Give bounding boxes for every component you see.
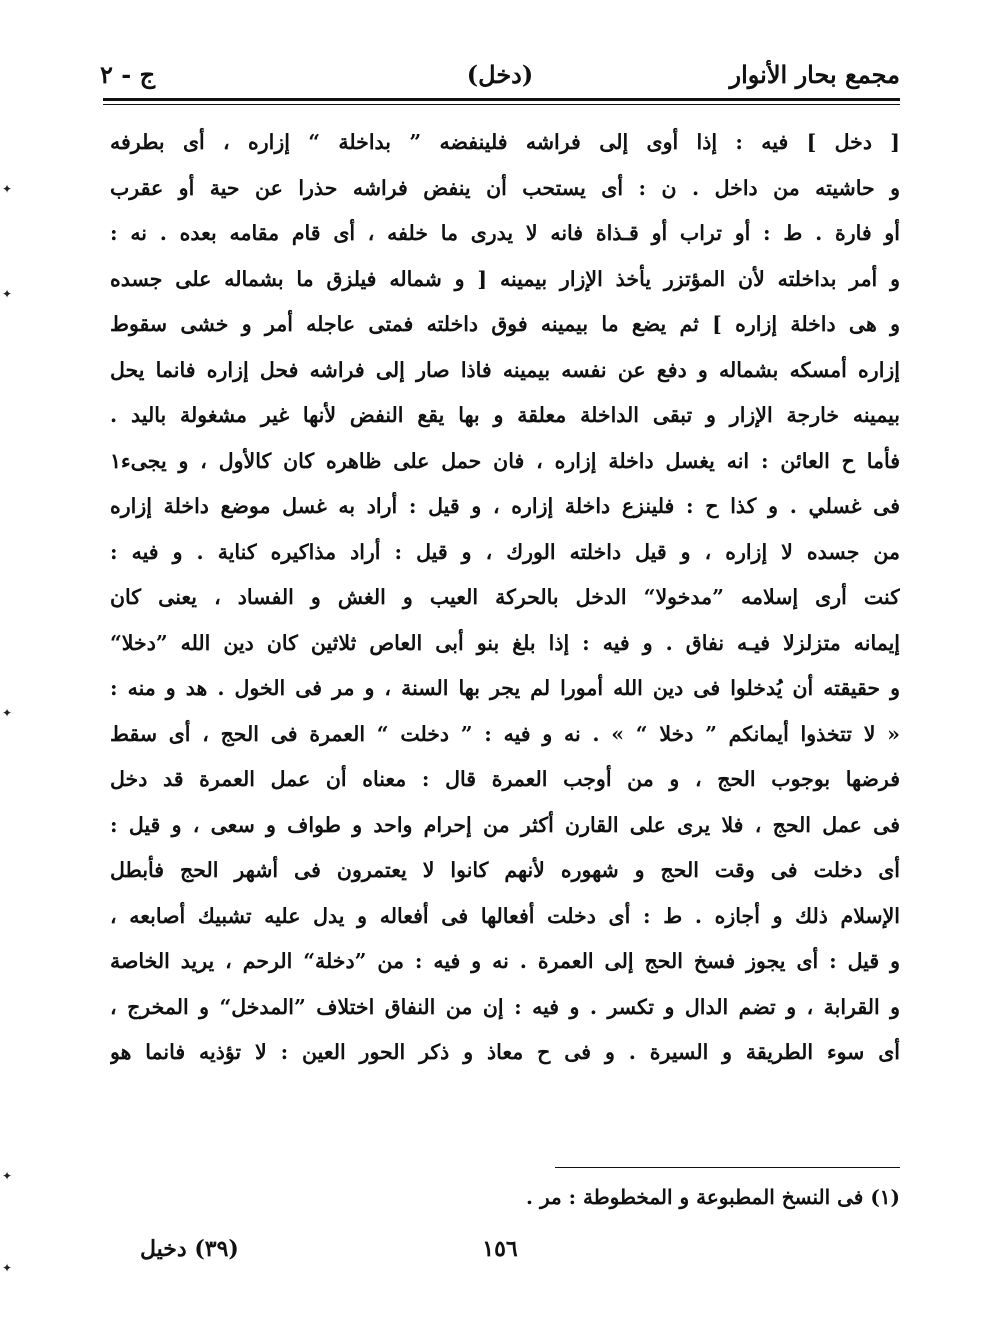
text-line: و أمر بداخلته لأن المؤتزر يأخذ الإزار بيمينه [ و شماله فيلزق ما بشماله على جسده: [110, 266, 900, 291]
text-line: إيمانه متزلزلا فيـه نفاق . و فيه : إذا بلغ بنو أبى العاص ثلاثين كان دين الله ”دخلا“: [110, 630, 900, 655]
margin-mark: ✦: [2, 706, 13, 720]
text-line: فى عمل الحج ، فلا يرى على القارن أكثر من إحرام واحد و طواف و سعى ، و قيل :: [110, 812, 900, 837]
footnote-rule: [555, 1167, 900, 1168]
footnote: (١) فى النسخ المطبوعة و المخطوطة : مر .: [526, 1185, 900, 1209]
text-line: و قيل : أى يجوز فسخ الحج إلى العمرة . نه و فيه : من ”دخلة“ الرحم ، يريد الخاصة: [110, 949, 900, 973]
text-line: [ دخل ] فيه : إذا أوى إلى فراشه فلينفضه ” بداخلة “ إزاره ، أى بطرفه: [110, 130, 900, 154]
margin-mark: ✦: [2, 182, 13, 196]
text-line: و حقيقته أن يُدخلوا فى دين الله أمورا لم يجر بها السنة ، و مر فى الخول . هد و منه :: [110, 676, 900, 700]
text-line: و حاشيته من داخل . ن : أى يستحب أن ينفض فراشه حذرا عن حية أو عقرب: [110, 175, 900, 200]
text-line: و هى داخلة إزاره ] ثم يضع ما بيمينه فوق داخلته فمتى عاجله أمر و خشى سقوط: [110, 312, 900, 336]
text-line: « لا تتخذوا أيمانكم ” دخلا “ » . نه و فيه : ” دخلت “ العمرة فى الحج ، أى سقط: [110, 721, 900, 746]
margin-mark: ✦: [2, 287, 13, 301]
text-line: أو فارة . ط : أو تراب أو قـذاة فانه لا يدرى ما خلفه ، أى قام مقامه بعده . نه :: [110, 221, 900, 245]
margin-mark: ✦: [2, 1261, 13, 1275]
text-line: من جسده لا إزاره ، و قيل داخلته الورك ، و قيل : أراد مذاكيره كناية . و فيه :: [110, 539, 900, 564]
page-header: [100, 58, 900, 98]
text-line: و القرابة ، و تضم الدال و تكسر . و فيه : إن من النفاق اختلاف ”المدخل“ و المخرج ،: [110, 994, 900, 1019]
text-line: الإسلام ذلك و أجازه . ط : أى دخلت أفعالها فى أفعاله و يدل عليه تشبيك أصابعه ،: [110, 903, 900, 928]
text-line: أى دخلت فى وقت الحج و شهوره لأنهم كانوا لا يعتمرون فى أشهر الحج فأبطل: [110, 858, 900, 882]
page-footer: [100, 1232, 900, 1272]
text-line: كنت أرى إسلامه ”مدخولا“ الدخل بالحركة العيب و الغش و الفساد ، يعنى كان: [110, 585, 900, 609]
text-line: إزاره أمسكه بشماله و دفع عن نفسه بيمينه فاذا صار إلى فراشه فحل إزاره فانما يحل: [110, 357, 900, 382]
volume-label: ج - ٢: [100, 60, 156, 89]
text-line: بيمينه خارجة الإزار و تبقى الداخلة معلقة و بها يقع النفض لأنها غير مشغولة باليد .: [110, 403, 900, 427]
header-rule: [103, 98, 900, 101]
text-line: فأما ح العائن : انه يغسل داخلة إزاره ، فان حمل على ظاهره كان كالأول ، و يجىء١: [110, 448, 900, 473]
text-line: فرضها بوجوب الحج ، و من أوجب العمرة قال : معناه أن عمل العمرة قد دخل: [110, 767, 900, 791]
margin-mark: ✦: [2, 1169, 13, 1183]
page-number: ١٥٦: [482, 1236, 518, 1262]
text-line: أى سوء الطريقة و السيرة . و فى ح معاذ و ذكر الحور العين : لا تؤذيه فانما هو: [110, 1040, 900, 1064]
main-text: [110, 120, 900, 1076]
book-title: مجمع بحار الأنوار: [729, 60, 900, 89]
text-line: فى غسلي . و كذا ح : فلينزع داخلة إزاره ، و قيل : أراد به غسل موضع داخلة إزاره: [110, 494, 900, 518]
signature-mark: (٣٩) دخيل: [140, 1236, 239, 1262]
header-rule-thin: [103, 104, 900, 105]
entry-word: (دخل): [466, 60, 534, 89]
